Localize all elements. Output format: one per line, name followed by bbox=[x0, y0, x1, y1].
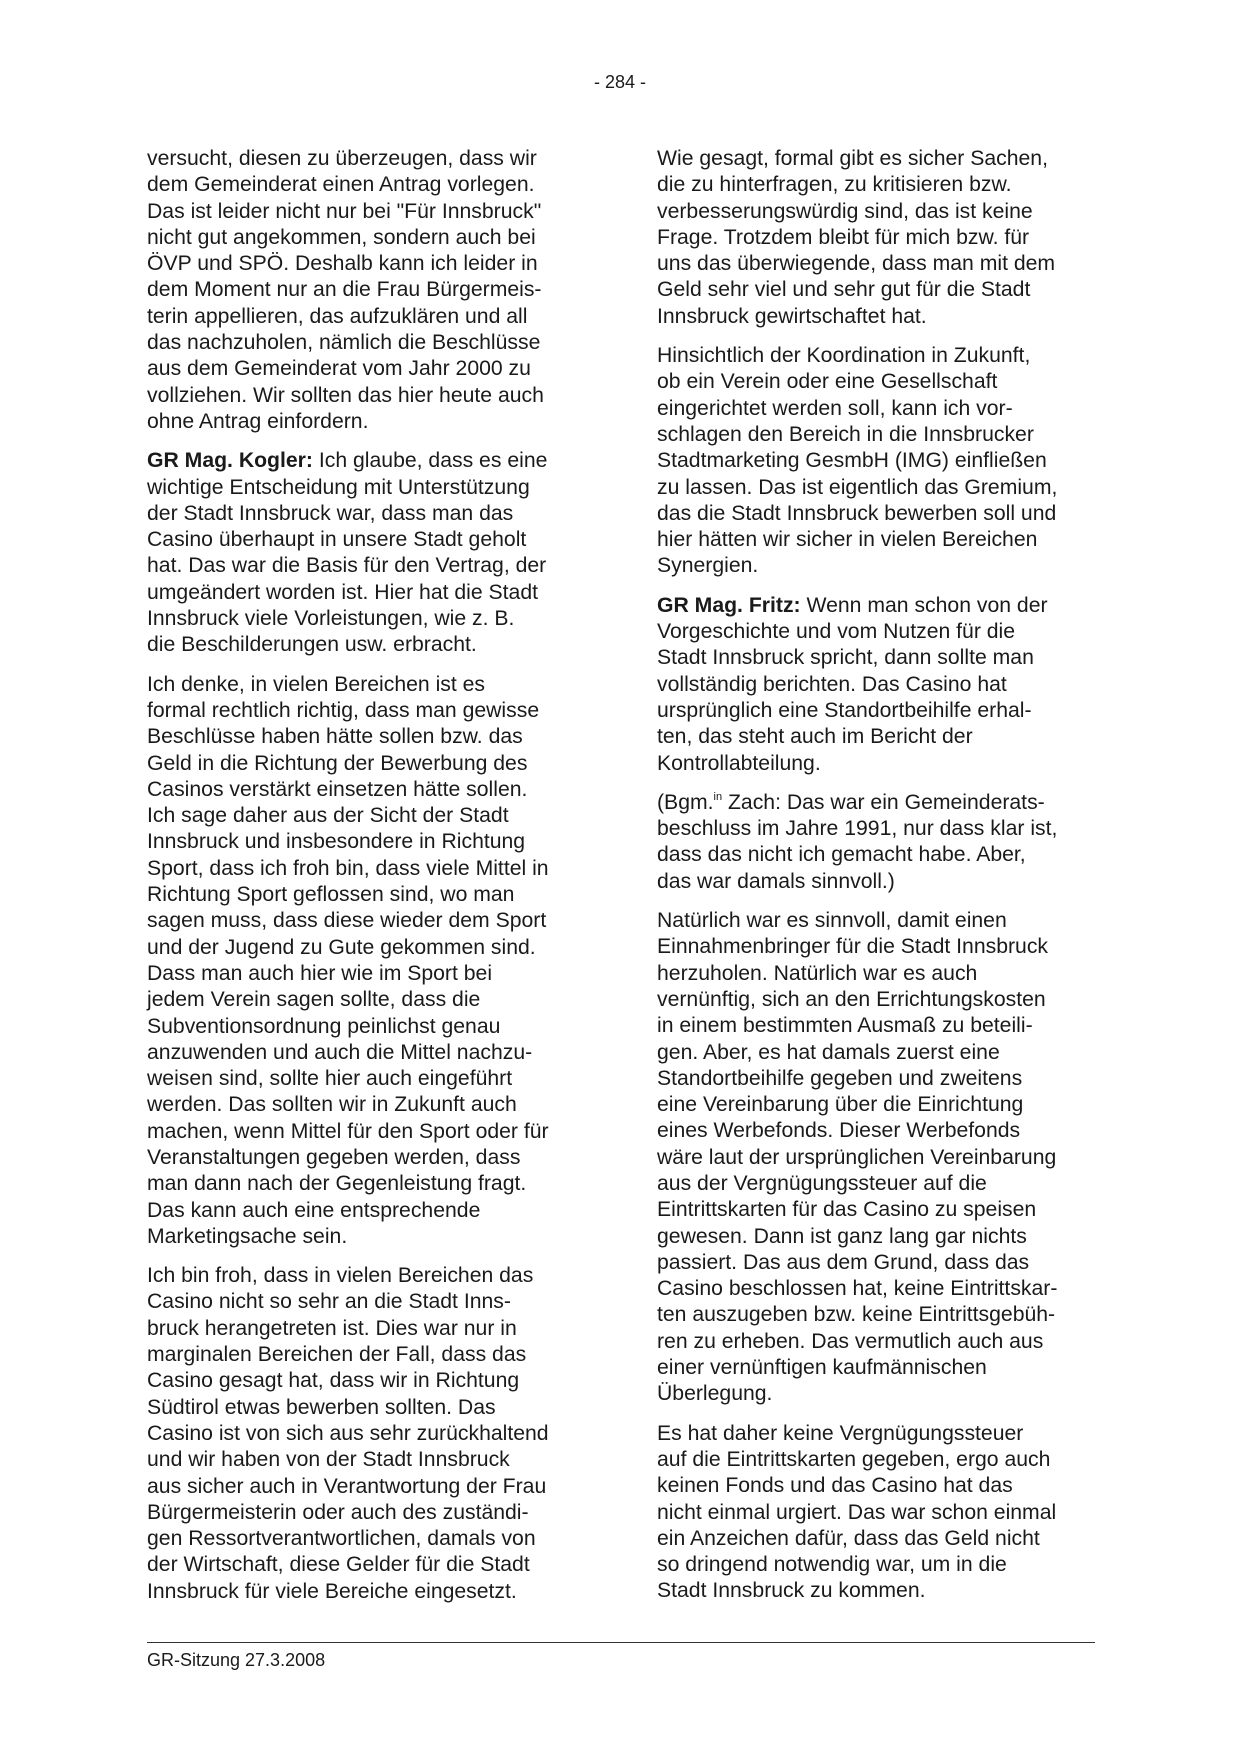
speaker-statement: Ich glaube, dass es eine wichtige Entscheidung mit Unterstützung der Stadt Innsbruck war, dass man das Casino überhaupt in unsere Stadt geholt hat. Das war die Basis für den Vertrag, der umgeändert worden ist. Hier hat die Stadt Innsbruck viele Vorleistungen, wie z. B. die Beschilderungen usw. erbracht. bbox=[147, 449, 548, 657]
interjection-text: Zach: Das war ein Gemeinderats- beschluss im Jahre 1991, nur dass klar ist, dass das nicht ich gemacht habe. Aber, das war damals sinnvoll.) bbox=[657, 790, 1058, 893]
footer-divider bbox=[147, 1642, 1095, 1643]
paragraph: Es hat daher keine Vergnügungssteuer auf die Eintrittskarten gegeben, ergo auch keinen Fonds und das Casino hat das nicht einmal urgiert. Das war schon einmal ein Anzeichen dafür, dass das Geld nicht so dringend notwendig war, um in die Stadt Innsbruck zu kommen. bbox=[657, 1421, 1057, 1603]
speaker-paragraph-fritz bbox=[657, 593, 1095, 777]
page-number: - 284 - bbox=[593, 72, 647, 92]
interjection-paragraph bbox=[657, 790, 1095, 895]
speaker-label: GR Mag. Kogler: bbox=[147, 449, 313, 473]
footer-session-label: GR-Sitzung 27.3.2008 bbox=[147, 1650, 326, 1670]
right-column bbox=[657, 146, 1095, 1618]
paragraph: Natürlich war es sinnvoll, damit einen Einnahmenbringer für die Stadt Innsbruck herzuholen. Natürlich war es auch vernünftig, sich an den Errichtungskosten in einem bestimmten Ausmaß zu beteili- gen. Aber, es hat damals zuerst eine Standortbeihilfe gegeben und zweitens eine Vereinbarung über die Einrichtung eines Werbefonds. Dieser Werbefonds wäre laut der ursprünglichen Vereinbarung aus der Vergnügungssteuer auf die Eintrittskarten für das Casino zu speisen gewesen. Dann ist ganz lang gar nichts passiert. Das aus dem Grund, dass das Casino beschlossen hat, keine Eintrittskar- ten auszugeben bzw. keine Eintrittsgebüh- ren zu erheben. Das vermutlich auch aus einer vernünftigen kaufmännischen Überlegung. bbox=[657, 909, 1058, 1406]
interjection-open: (Bgm. bbox=[657, 790, 714, 814]
left-column bbox=[147, 146, 585, 1618]
speaker-statement: Wenn man schon von der Vorgeschichte und vom Nutzen für die Stadt Innsbruck spricht, dann sollte man vollständig berichten. Das Casino hat ursprünglich eine Standortbeihilfe erhal- ten, das steht auch im Bericht der Kontrollabteilung. bbox=[657, 593, 1048, 775]
paragraph: Wie gesagt, formal gibt es sicher Sachen, die zu hinterfragen, zu kritisieren bzw. verbesserungswürdig sind, das ist keine Frage. Trotzdem bleibt für mich bzw. für uns das überwiegende, dass man mit dem Geld sehr viel und sehr gut für die Stadt Innsbruck gewirtschaftet hat. bbox=[657, 147, 1056, 328]
paragraph: Ich bin froh, dass in vielen Bereichen das Casino nicht so sehr an die Stadt Inns- bruck herangetreten ist. Dies war nur in marginalen Bereichen der Fall, dass das Casino gesagt hat, dass wir in Richtung Südtirol etwas bewerben sollten. Das Casino ist von sich aus sehr zurückhaltend und wir haben von der Stadt Innsbruck aus sicher auch in Verantwortung der Frau Bürgermeisterin oder auch des zuständi- gen Ressortverantwortlichen, damals von der Wirtschaft, diese Gelder für die Stadt Innsbruck für viele Bereiche eingesetzt. bbox=[147, 1264, 549, 1603]
paragraph: Ich denke, in vielen Bereichen ist es formal rechtlich richtig, dass man gewisse Beschlüsse haben hätte sollen bzw. das Geld in die Richtung der Bewerbung des Casinos verstärkt einsetzen hätte sollen. Ich sage daher aus der Sicht der Stadt Innsbruck und insbesondere in Richtung Sport, dass ich froh bin, dass viele Mittel in Richtung Sport geflossen sind, wo man sagen muss, dass diese wieder dem Sport und der Jugend zu Gute gekommen sind. Dass man auch hier wie im Sport bei jedem Verein sagen sollte, dass die Subventionsordnung peinlichst genau anzuwenden und auch die Mittel nachzu- weisen sind, sollte hier auch eingeführt werden. Das sollten wir in Zukunft auch machen, wenn Mittel für den Sport oder für Veranstaltungen gegeben werden, dass man dann nach der Gegenleistung fragt. Das kann auch eine entsprechende Marketingsache sein. bbox=[147, 672, 549, 1248]
superscript: in bbox=[713, 790, 723, 803]
speaker-label: GR Mag. Fritz: bbox=[657, 593, 801, 617]
speaker-paragraph-kogler bbox=[147, 448, 585, 658]
paragraph: Hinsichtlich der Koordination in Zukunft, ob ein Verein oder eine Gesellschaft eingerichtet werden soll, kann ich vor- schlagen den Bereich in die Innsbrucker Stadtmarketing GesmbH (IMG) einfließen zu lassen. Das ist eigentlich das Gremium, das die Stadt Innsbruck bewerben soll und hier hätten wir sicher in vielen Bereichen Synergien. bbox=[657, 344, 1058, 578]
paragraph: versucht, diesen zu überzeugen, dass wir dem Gemeinderat einen Antrag vorlegen. Das ist leider nicht nur bei "Für Innsbruck" nicht gut angekommen, sondern auch bei ÖVP und SPÖ. Deshalb kann ich leider in dem Moment nur an die Frau Bürgermeis- terin appellieren, das aufzuklären und all das nachzuholen, nämlich die Beschlüsse aus dem Gemeinderat vom Jahr 2000 zu vollziehen. Wir sollten das hier heute auch ohne Antrag einfordern. bbox=[147, 147, 544, 433]
